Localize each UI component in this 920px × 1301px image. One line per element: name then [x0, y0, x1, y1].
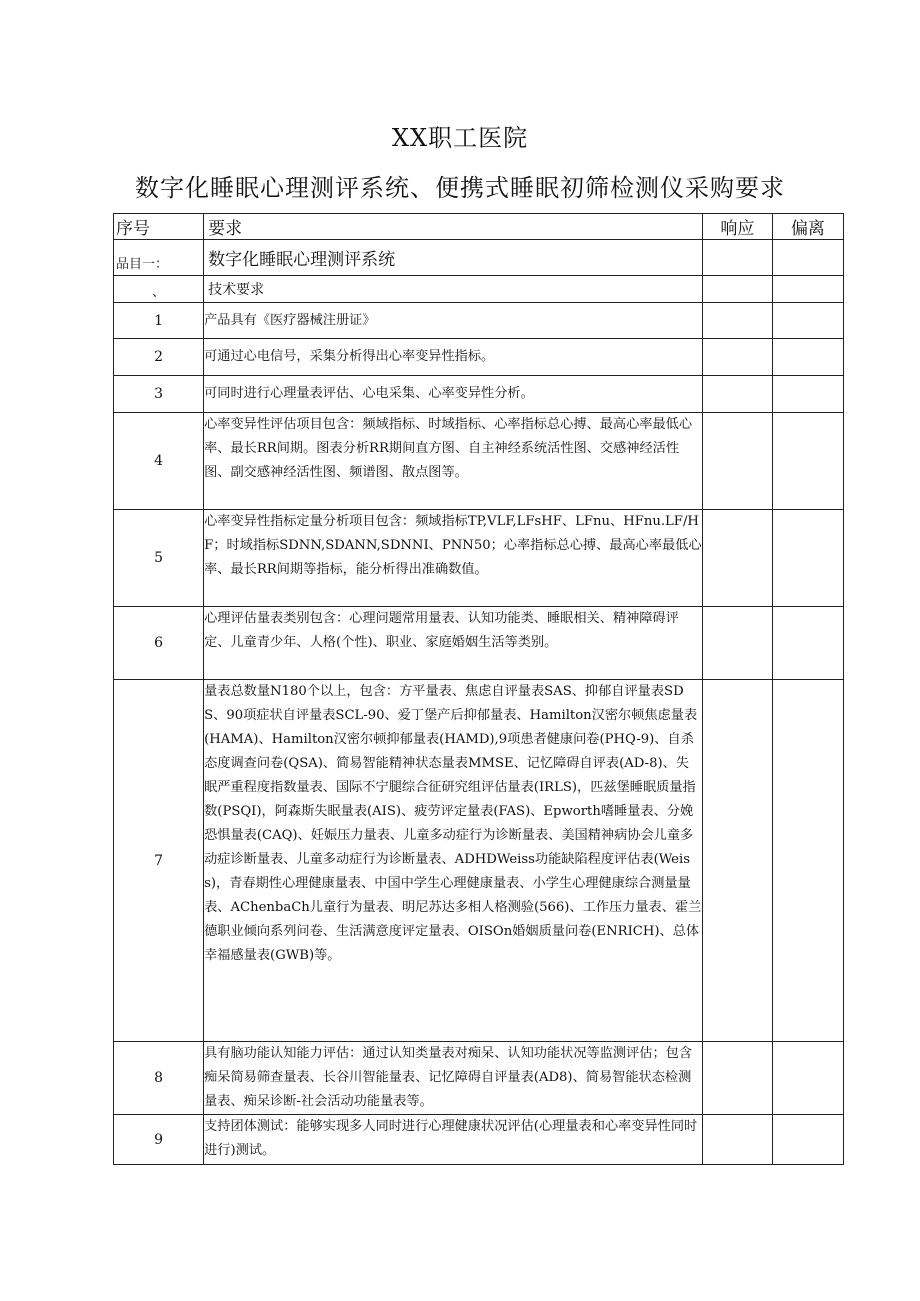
- deviation-cell[interactable]: [772, 1115, 843, 1165]
- section-label: 技术要求: [204, 276, 703, 303]
- response-cell[interactable]: [702, 339, 772, 376]
- deviation-cell[interactable]: [772, 607, 843, 680]
- deviation-cell[interactable]: [772, 303, 843, 339]
- deviation-cell[interactable]: [772, 1042, 843, 1115]
- deviation-cell[interactable]: [772, 376, 843, 413]
- row-text: 产品具有《医疗器械注册证》: [204, 303, 703, 339]
- hospital-title: XX职工医院: [391, 124, 529, 152]
- row-text: 量表总数量N180个以上，包含：方平量表、焦虑自评量表SAS、抑郁自评量表SDS、90项症状自评量表SCL-90、爱丁堡产后抑郁量表、Hamilton汉密尔顿焦虑量表(HAMA)、Hamilton汉密尔顿抑郁量表(HAMD),9项患者健康问卷(PHQ-9)、自杀态度调查问卷(QSA)、简易智能精神状态量表MMSE、记忆障碍自评表(AD-8)、失眠严重程度指数量表、国际不宁腿综合征研究组评估量表(IRLS)，匹兹堡睡眠质量指数(PSQI)，阿森斯失眠量表(AIS)、疲劳评定量表(FAS)、Epworth嗜睡量表、分娩恐惧量表(CAQ)、妊娠压力量表、儿童多动症行为诊断量表、美国精神病协会儿童多动症诊断量表、儿童多动症行为诊断量表、ADHDWeiss功能缺陷程度评估表(Weiss)，青春期性心理健康量表、中国中学生心理健康量表、小学生心理健康综合测量量表、AChenbaCh儿童行为量表、明尼苏达多相人格测验(566)、工作压力量表、霍兰德职业倾向系列问卷、生活满意度评定量表、OISOn婚姻质量问卷(ENRICH)、总体幸福感量表(GWB)等。: [204, 680, 703, 1042]
- row-no: 5: [114, 510, 204, 607]
- row-no: 3: [114, 376, 204, 413]
- header-no: 序号: [114, 214, 204, 240]
- header-response: 响应: [702, 214, 772, 240]
- table-row: [114, 1042, 844, 1115]
- row-text: 心率变异性指标定量分析项目包含：频域指标TP,VLF,LFsHF、LFnu、HFnu.LF/HF；时域指标SDNN,SDANN,SDNNI、PNN50；心率指标总心搏、最高心率最低心率、最长RR间期等指标，能分析得出准确数值。: [204, 510, 703, 607]
- table-row: [114, 303, 844, 339]
- response-cell[interactable]: [702, 303, 772, 339]
- requirements-table: [113, 213, 844, 1165]
- header-requirement: 要求: [204, 214, 703, 240]
- row-text: 心率变异性评估项目包含：频域指标、时域指标、心率指标总心搏、最高心率最低心率、最长RR间期。图表分析RR期间直方图、自主神经系统活性图、交感神经活性图、副交感神经活性图、频谱图、散点图等。: [204, 413, 703, 510]
- document-title: 数字化睡眠心理测评系统、便携式睡眠初筛检测仪采购要求: [135, 174, 785, 202]
- row-text: 可通过心电信号，采集分析得出心率变异性指标。: [204, 339, 703, 376]
- section-no: 、: [114, 276, 204, 303]
- table-header-row: [114, 214, 844, 240]
- table-row: [114, 607, 844, 680]
- response-cell[interactable]: [702, 680, 772, 1042]
- category-label: 数字化睡眠心理测评系统: [204, 240, 703, 276]
- row-no: 1: [114, 303, 204, 339]
- table-row: [114, 510, 844, 607]
- table-row: [114, 413, 844, 510]
- response-cell[interactable]: [702, 607, 772, 680]
- deviation-cell[interactable]: [772, 510, 843, 607]
- row-text: 支持团体测试：能够实现多人同时进行心理健康状况评估(心理量表和心率变异性同时进行)测试。: [204, 1115, 703, 1165]
- deviation-cell[interactable]: [772, 276, 843, 303]
- row-no: 7: [114, 680, 204, 1042]
- deviation-cell[interactable]: [772, 339, 843, 376]
- table-row: [114, 680, 844, 1042]
- response-cell[interactable]: [702, 1115, 772, 1165]
- table-row: [114, 376, 844, 413]
- response-cell[interactable]: [702, 376, 772, 413]
- row-text: 可同时进行心理量表评估、心电采集、心率变异性分析。: [204, 376, 703, 413]
- header-deviation: 偏离: [772, 214, 843, 240]
- row-no: 9: [114, 1115, 204, 1165]
- response-cell[interactable]: [702, 240, 772, 276]
- response-cell[interactable]: [702, 276, 772, 303]
- response-cell[interactable]: [702, 1042, 772, 1115]
- row-text: 心理评估量表类别包含：心理问题常用量表、认知功能类、睡眠相关、精神障碍评定、儿童青少年、人格(个性)、职业、家庭婚姻生活等类别。: [204, 607, 703, 680]
- row-text: 具有脑功能认知能力评估：通过认知类量表对痴呆、认知功能状况等监测评估；包含痴呆简易筛查量表、长谷川智能量表、记忆障碍自评量表(AD8)、简易智能状态检测量表、痴呆诊断-社会活动功能量表等。: [204, 1042, 703, 1115]
- deviation-cell[interactable]: [772, 680, 843, 1042]
- table-row: [114, 1115, 844, 1165]
- category-no: 品目一：: [114, 240, 204, 276]
- response-cell[interactable]: [702, 413, 772, 510]
- row-no: 2: [114, 339, 204, 376]
- response-cell[interactable]: [702, 510, 772, 607]
- row-no: 8: [114, 1042, 204, 1115]
- deviation-cell[interactable]: [772, 240, 843, 276]
- row-no: 6: [114, 607, 204, 680]
- category-row: [114, 240, 844, 276]
- section-row: [114, 276, 844, 303]
- deviation-cell[interactable]: [772, 413, 843, 510]
- table-row: [114, 339, 844, 376]
- row-no: 4: [114, 413, 204, 510]
